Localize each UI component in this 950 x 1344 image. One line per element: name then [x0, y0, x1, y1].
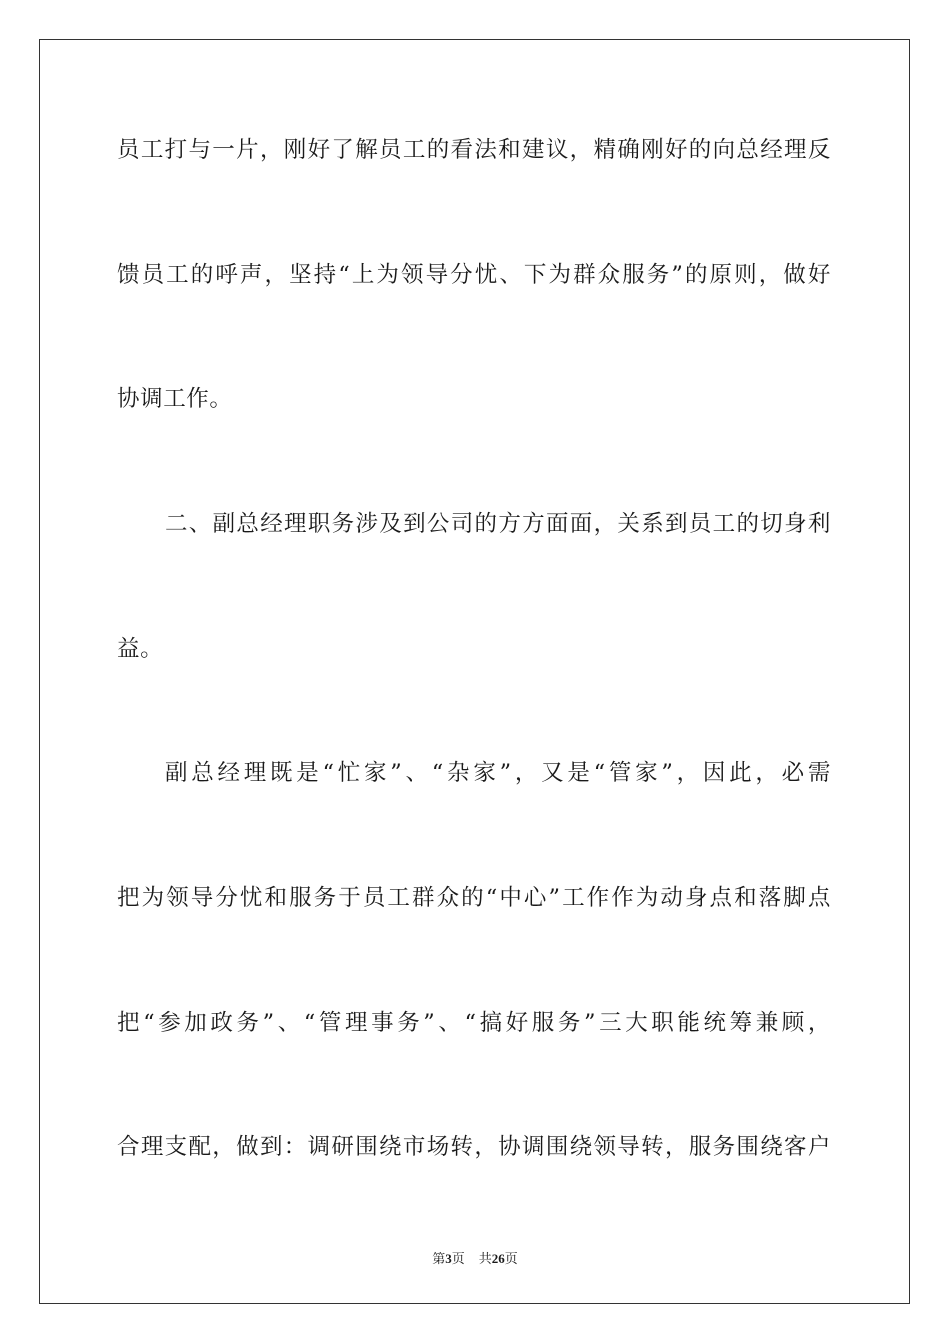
body-line-3: 协调工作。 — [117, 386, 233, 412]
body-line-1: 员工打与一片，刚好了解员工的看法和建议，精确刚好的向总经理反 — [117, 137, 831, 163]
total-pages: 26 — [491, 1251, 505, 1266]
total-suffix: 页 — [504, 1252, 518, 1267]
page-suffix: 页 — [451, 1252, 465, 1267]
body-line-4: 二、副总经理职务涉及到公司的方方面面，关系到员工的切身利 — [165, 511, 831, 537]
page-footer — [0, 1250, 950, 1269]
total-prefix: 共 — [478, 1252, 492, 1267]
body-line-2: 馈员工的呼声，坚持“上为领导分忧、下为群众服务”的原则，做好 — [117, 262, 831, 288]
page-number: 3 — [445, 1251, 452, 1266]
page-border — [39, 39, 910, 1304]
body-line-5: 益。 — [117, 636, 164, 662]
body-line-6: 副总经理既是“忙家”、“杂家”，又是“管家”，因此，必需 — [165, 760, 831, 786]
body-line-8: 把“参加政务”、“管理事务”、“搞好服务”三大职能统筹兼顾， — [117, 1010, 831, 1036]
page-prefix: 第 — [432, 1252, 446, 1267]
body-line-9: 合理支配，做到：调研围绕市场转，协调围绕领导转，服务围绕客户 — [117, 1134, 831, 1160]
body-line-7: 把为领导分忧和服务于员工群众的“中心”工作作为动身点和落脚点 — [117, 885, 831, 911]
